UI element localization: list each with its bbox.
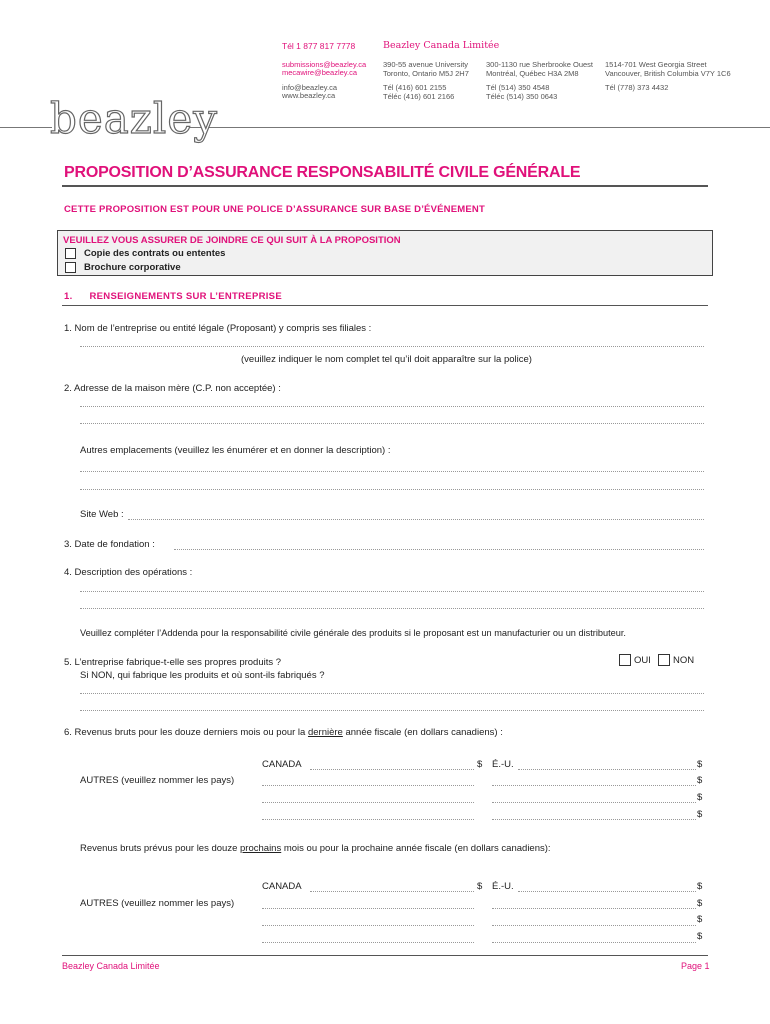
forecast-other-country-line-2[interactable] xyxy=(262,925,474,926)
header-email-submissions[interactable]: submissions@beazley.ca xyxy=(282,59,367,69)
q5-no-option[interactable] xyxy=(658,654,694,666)
header-phone: Tél 1 877 817 7778 xyxy=(282,41,356,51)
q2-other-line-2[interactable] xyxy=(80,489,704,490)
q2-website-line[interactable] xyxy=(128,519,704,520)
q4-description-line-2[interactable] xyxy=(80,608,704,609)
q2-other-line-1[interactable] xyxy=(80,471,704,472)
q3-label: 3. Date de fondation : xyxy=(64,539,155,550)
document-title: PROPOSITION D’ASSURANCE RESPONSABILITÉ CIVILE GÉNÉRALE xyxy=(64,164,581,181)
montreal-line3: Tél (514) 350 4548 xyxy=(486,83,550,92)
vancouver-line1: 1514-701 West Georgia Street xyxy=(605,60,707,69)
q2-address-line-2[interactable] xyxy=(80,423,704,424)
montreal-line1: 300-1130 rue Sherbrooke Ouest xyxy=(486,60,594,69)
forecast-other-dollar-3: $ xyxy=(697,931,703,942)
header-office-vancouver xyxy=(605,61,731,93)
past-canada-dollar: $ xyxy=(477,759,483,770)
brochure-checkbox[interactable] xyxy=(65,262,76,273)
past-canada-label: CANADA xyxy=(262,759,302,770)
forecast-canada-label: CANADA xyxy=(262,881,302,892)
q6-label-text: 6. Revenus bruts pour les douze derniers mois ou pour la xyxy=(64,727,308,738)
q5-yes-checkbox[interactable] xyxy=(619,654,631,666)
q6-label-text-end: année fiscale (en dollars canadiens) : xyxy=(342,727,503,738)
vancouver-line2: Vancouver, British Columbia V7Y 1C6 xyxy=(605,68,731,78)
q1-label: 1. Nom de l’entreprise ou entité légale (Proposant) y compris ses filiales : xyxy=(64,323,372,334)
past-other-country-line-2[interactable] xyxy=(262,802,474,803)
q5-no-label: NON xyxy=(673,654,695,666)
q4-description-line-1[interactable] xyxy=(80,591,704,592)
montreal-line2: Montréal, Québec H3A 2M8 xyxy=(486,68,579,78)
q4-label: 4. Description des opérations : xyxy=(64,567,193,578)
vancouver-line3: Tél (778) 373 4432 xyxy=(605,83,669,92)
footer-rule xyxy=(62,955,708,956)
past-canada-line[interactable] xyxy=(310,769,474,770)
attachment-brochure xyxy=(65,262,181,273)
header-office-toronto xyxy=(383,61,469,101)
q5-label: 5. L’entreprise fabrique-t-elle ses propres produits ? xyxy=(64,657,282,668)
toronto-line2: Toronto, Ontario M5J 2H7 xyxy=(383,68,469,78)
contracts-checkbox[interactable] xyxy=(65,248,76,259)
q6-label xyxy=(64,727,503,738)
forecast-label-text-end: mois ou pour la prochaine année fiscale (en dollars canadiens): xyxy=(281,843,551,854)
header-email-mecawire[interactable]: mecawire@beazley.ca xyxy=(282,68,358,77)
past-other-label: AUTRES (veuillez nommer les pays) xyxy=(80,775,235,786)
q2-other-locations-label: Autres emplacements (veuillez les énumérer et en donner la description) : xyxy=(80,445,391,456)
past-other-dollar-3: $ xyxy=(697,809,703,820)
past-other-dollar-2: $ xyxy=(697,792,703,803)
forecast-other-country-line-3[interactable] xyxy=(262,942,474,943)
q5-answer-line-2[interactable] xyxy=(80,710,704,711)
q5-no-checkbox[interactable] xyxy=(658,654,670,666)
footer-page-number: Page 1 xyxy=(681,961,710,971)
past-other-country-line-1[interactable] xyxy=(262,785,474,786)
section-1-title: RENSEIGNEMENTS SUR L’ENTREPRISE xyxy=(89,291,282,302)
q2-label: 2. Adresse de la maison mère (C.P. non acceptée) : xyxy=(64,383,281,394)
attachments-title: VEUILLEZ VOUS ASSURER DE JOINDRE CE QUI SUIT À LA PROPOSITION xyxy=(63,235,401,246)
forecast-label-underlined: prochains xyxy=(240,843,282,854)
toronto-line3: Tél (416) 601 2155 xyxy=(383,83,447,92)
header-email-info[interactable]: info@beazley.ca xyxy=(282,82,338,92)
forecast-other-amount-line-2[interactable] xyxy=(492,925,696,926)
forecast-label-text: Revenus bruts prévus pour les douze xyxy=(80,843,241,854)
past-other-dollar-1: $ xyxy=(697,775,703,786)
past-us-dollar: $ xyxy=(697,759,703,770)
forecast-canada-dollar: $ xyxy=(477,881,483,892)
toronto-line4: Téléc (416) 601 2166 xyxy=(383,91,455,101)
header-contact xyxy=(282,42,366,101)
q5-answer-line-1[interactable] xyxy=(80,693,704,694)
forecast-other-label: AUTRES (veuillez nommer les pays) xyxy=(80,898,235,909)
footer-company: Beazley Canada Limitée xyxy=(62,961,160,971)
toronto-line1: 390-55 avenue University xyxy=(383,60,469,69)
q1-answer-line[interactable] xyxy=(80,346,704,347)
forecast-us-label: É.-U. xyxy=(492,881,514,892)
past-other-amount-line-2[interactable] xyxy=(492,802,696,803)
past-other-amount-line-3[interactable] xyxy=(492,819,696,820)
section-1-rule xyxy=(62,305,708,306)
forecast-us-line[interactable] xyxy=(518,891,696,892)
beazley-logo: beazley xyxy=(50,94,218,143)
montreal-line4: Téléc (514) 350 0643 xyxy=(486,91,558,101)
forecast-label xyxy=(80,843,551,854)
forecast-other-dollar-1: $ xyxy=(697,898,703,909)
section-1-heading xyxy=(64,291,282,302)
title-rule xyxy=(62,185,708,187)
forecast-other-country-line-1[interactable] xyxy=(262,908,474,909)
q1-hint: (veuillez indiquer le nom complet tel qu’il doit apparaître sur la police) xyxy=(241,354,532,365)
past-us-label: É.-U. xyxy=(492,759,514,770)
past-us-line[interactable] xyxy=(518,769,696,770)
q4-addenda-note: Veuillez compléter l’Addenda pour la responsabilité civile générale des produits si le proposant est un manufacturier ou un distributeur. xyxy=(80,628,626,638)
document-subtitle: CETTE PROPOSITION EST POUR UNE POLICE D’ASSURANCE SUR BASE D’ÉVÉNEMENT xyxy=(64,204,485,215)
q5-yes-option[interactable] xyxy=(619,654,651,666)
attachment-contracts xyxy=(65,248,225,259)
brochure-label: Brochure corporative xyxy=(84,262,181,273)
q2-website-label: Site Web : xyxy=(80,509,124,520)
header-rule-left xyxy=(0,127,52,128)
contracts-label: Copie des contrats ou ententes xyxy=(84,248,226,259)
section-1-number: 1. xyxy=(64,291,73,302)
forecast-canada-line[interactable] xyxy=(310,891,474,892)
forecast-us-dollar: $ xyxy=(697,881,703,892)
attachments-box xyxy=(57,230,713,276)
header-rule-right xyxy=(190,127,770,128)
forecast-other-dollar-2: $ xyxy=(697,914,703,925)
q5-sub-label: Si NON, qui fabrique les produits et où sont-ils fabriqués ? xyxy=(80,670,325,681)
header-office-montreal xyxy=(486,61,593,101)
forecast-other-amount-line-3[interactable] xyxy=(492,942,696,943)
q5-yes-label: OUI xyxy=(634,654,651,666)
q6-label-underlined: dernière xyxy=(307,727,343,738)
past-other-country-line-3[interactable] xyxy=(262,819,474,820)
header-website[interactable]: www.beazley.ca xyxy=(282,91,336,100)
q2-address-line-1[interactable] xyxy=(80,406,704,407)
header-company-name: Beazley Canada Limitée xyxy=(383,40,500,51)
q3-date-line[interactable] xyxy=(174,549,704,550)
forecast-other-amount-line-1[interactable] xyxy=(492,908,696,909)
past-other-amount-line-1[interactable] xyxy=(492,785,696,786)
